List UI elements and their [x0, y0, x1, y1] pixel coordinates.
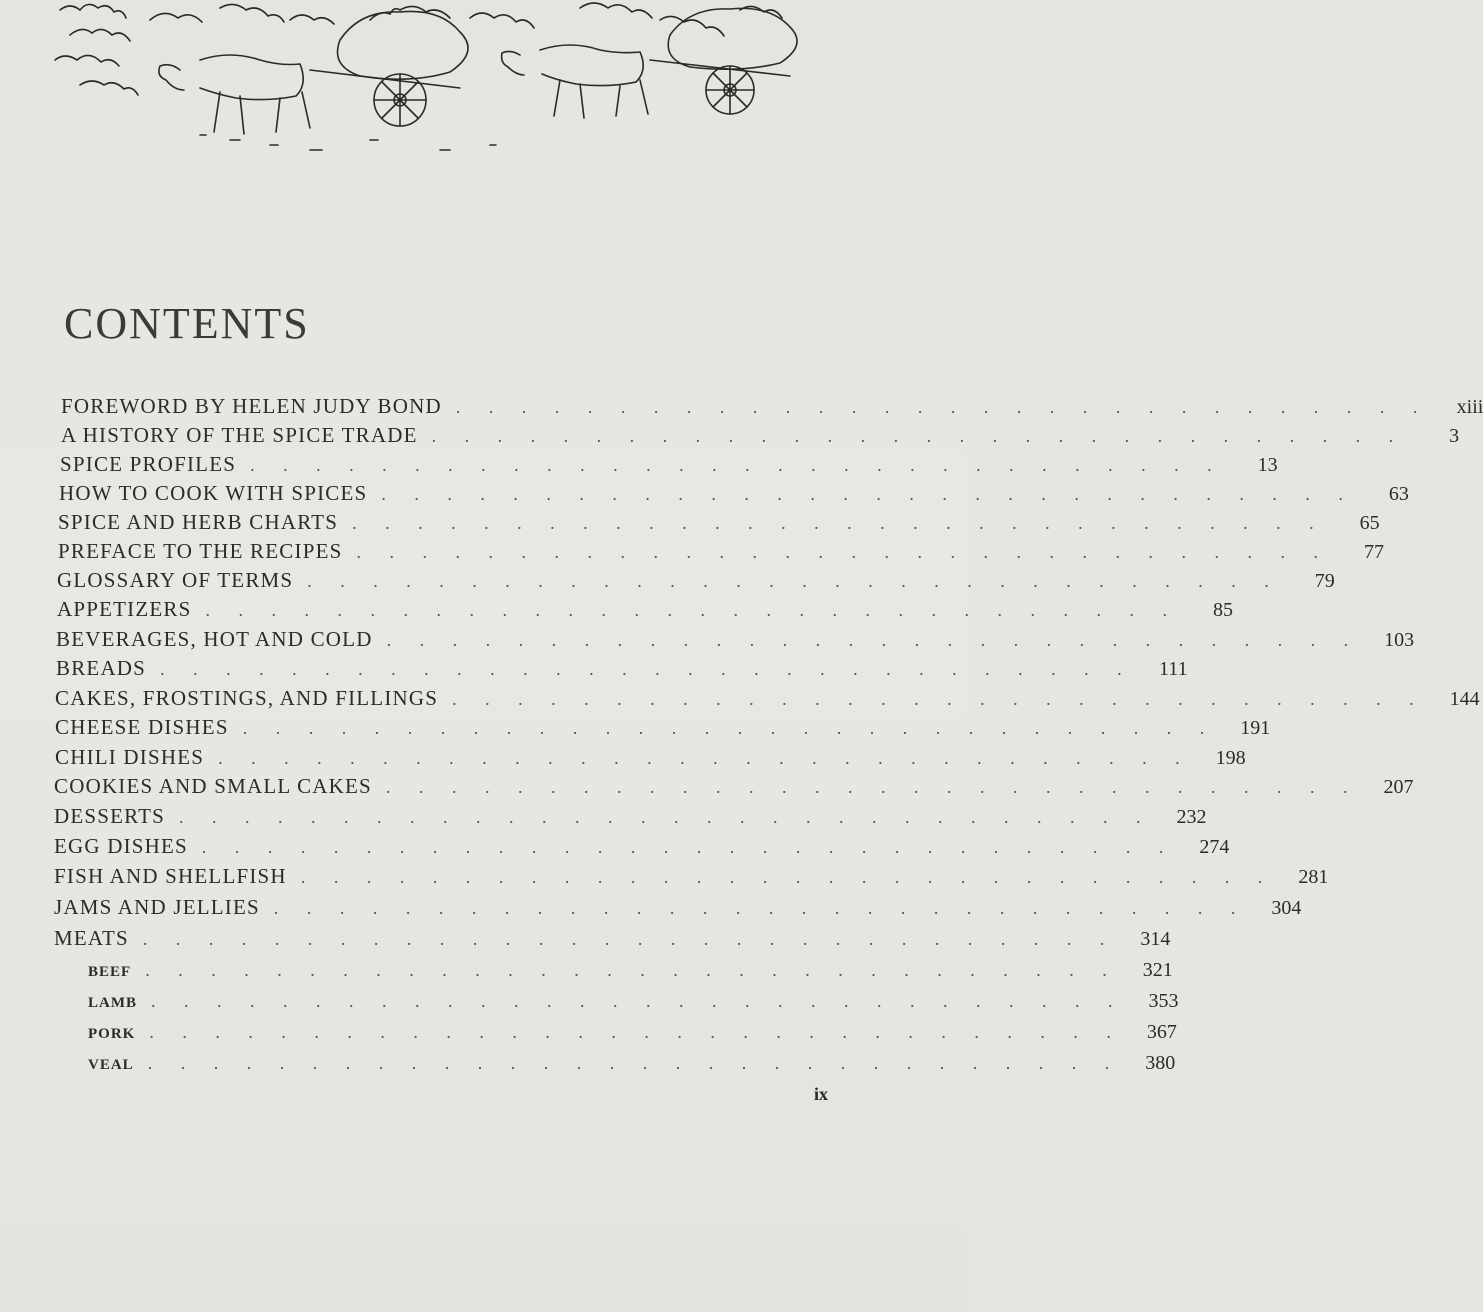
toc-entry-label: VEAL — [88, 1057, 134, 1073]
toc-entry-label: GLOSSARY OF TERMS — [57, 568, 294, 592]
toc-entry-page: 144 — [1449, 688, 1480, 710]
toc-entry-page: 380 — [1145, 1052, 1176, 1074]
toc-entry-page: 232 — [1176, 806, 1207, 828]
toc-entry-label: BEVERAGES, HOT AND COLD — [56, 627, 373, 651]
dot-leader: . . . . . . . . . . . . . . . . . . . . . . . . . . . . . . — [381, 484, 1355, 504]
dot-leader: . . . . . . . . . . . . . . . . . . . . . . . . . . . . . . — [205, 600, 1180, 620]
toc-entry[interactable] — [54, 864, 1329, 892]
toc-entry-label: BEEF — [88, 964, 132, 980]
toc-entry-label: A HISTORY OF THE SPICE TRADE — [61, 423, 418, 447]
toc-entry-label: SPICE AND HERB CHARTS — [58, 510, 339, 534]
toc-entry-page: 63 — [1388, 483, 1409, 505]
toc-entry[interactable] — [54, 804, 1207, 832]
toc-entry-label: JAMS AND JELLIES — [54, 895, 260, 919]
dot-leader: . . . . . . . . . . . . . . . . . . . . . . . . . . . . . . — [273, 898, 1248, 918]
toc-entry-page: 85 — [1213, 599, 1234, 621]
dot-leader: . . . . . . . . . . . . . . . . . . . . . . . . . . . . . . — [149, 1022, 1123, 1042]
toc-entry-label: FISH AND SHELLFISH — [54, 864, 287, 888]
toc-entry-label: DESSERTS — [54, 804, 166, 828]
page-number: ix — [814, 1084, 829, 1104]
toc-entry-page: 13 — [1257, 454, 1278, 476]
dot-leader: . . . . . . . . . . . . . . . . . . . . . . . . . . . . . . — [452, 689, 1426, 709]
toc-entry-page: 314 — [1140, 928, 1171, 950]
toc-entry[interactable] — [55, 686, 1480, 714]
toc-entry-label: APPETIZERS — [57, 597, 192, 621]
dot-leader: . . . . . . . . . . . . . . . . . . . . . . . . . . . . . . — [307, 571, 1281, 591]
toc-entry-page: 367 — [1146, 1021, 1177, 1043]
toc-entry[interactable] — [56, 656, 1188, 684]
toc-entry[interactable] — [61, 423, 1460, 451]
toc-entry-label: BREADS — [56, 656, 147, 680]
toc-entry-page: 321 — [1142, 959, 1173, 981]
toc-entry[interactable] — [55, 715, 1271, 743]
toc-entry[interactable] — [56, 627, 1415, 655]
dot-leader: . . . . . . . . . . . . . . . . . . . . . . . . . . . . . . — [142, 929, 1117, 949]
toc-subentry[interactable] — [88, 990, 1179, 1018]
toc-entry-page: 274 — [1199, 836, 1230, 858]
toc-entry[interactable] — [54, 834, 1230, 862]
toc-entry-label: FOREWORD BY HELEN JUDY BOND — [61, 394, 442, 418]
toc-entry-label: MEATS — [54, 926, 129, 950]
toc-entry[interactable] — [57, 568, 1335, 596]
dot-leader: . . . . . . . . . . . . . . . . . . . . . . . . . . . . . . — [356, 542, 1330, 562]
dot-leader: . . . . . . . . . . . . . . . . . . . . . . . . . . . . . . — [242, 718, 1217, 738]
toc-entry-page: 77 — [1363, 541, 1384, 563]
toc-entry[interactable] — [55, 745, 1246, 773]
dot-leader: . . . . . . . . . . . . . . . . . . . . . . . . . . . . . . — [160, 659, 1134, 679]
toc-entry-page: 79 — [1314, 570, 1335, 592]
toc-entry-label: LAMB — [88, 995, 137, 1011]
toc-entry[interactable] — [54, 774, 1414, 802]
toc-subentry[interactable] — [88, 1052, 1176, 1080]
toc-entry-page: 207 — [1383, 776, 1414, 798]
dot-leader: . . . . . . . . . . . . . . . . . . . . . . . . . . . . . . — [147, 1053, 1122, 1073]
dot-leader: . . . . . . . . . . . . . . . . . . . . . . . . . . . . . . — [431, 426, 1406, 446]
dot-leader: . . . . . . . . . . . . . . . . . . . . . . . . . . . . . . — [218, 748, 1192, 768]
toc-entry[interactable] — [54, 895, 1302, 923]
toc-entry-label: HOW TO COOK WITH SPICES — [59, 481, 368, 505]
toc-entry-page: 191 — [1240, 717, 1271, 739]
toc-subentry[interactable] — [88, 959, 1173, 987]
contents-heading: CONTENTS — [64, 299, 310, 348]
toc-subentry[interactable] — [88, 1021, 1177, 1049]
toc-entry-label: CHEESE DISHES — [55, 715, 229, 739]
dot-leader: . . . . . . . . . . . . . . . . . . . . . . . . . . . . . . — [179, 807, 1153, 827]
toc-entry[interactable] — [58, 539, 1384, 567]
toc-entry-label: EGG DISHES — [54, 834, 188, 858]
toc-entry-page: xiii — [1456, 396, 1483, 418]
toc-entry-label: CAKES, FROSTINGS, AND FILLINGS — [55, 686, 439, 710]
toc-entry-page: 281 — [1298, 866, 1329, 888]
toc-entry-label: COOKIES AND SMALL CAKES — [54, 774, 372, 798]
toc-entry[interactable] — [61, 394, 1483, 422]
dot-leader: . . . . . . . . . . . . . . . . . . . . . . . . . . . . . . — [145, 960, 1119, 980]
toc-entry-page: 103 — [1384, 629, 1415, 651]
toc-entry-page: 111 — [1159, 658, 1188, 680]
toc-entry-page: 198 — [1215, 747, 1246, 769]
dot-leader: . . . . . . . . . . . . . . . . . . . . . . . . . . . . . . — [455, 397, 1430, 417]
dot-leader: . . . . . . . . . . . . . . . . . . . . . . . . . . . . . . — [300, 867, 1275, 887]
toc-entry-label: SPICE PROFILES — [60, 452, 237, 476]
toc-entry[interactable] — [60, 452, 1278, 480]
dot-leader: . . . . . . . . . . . . . . . . . . . . . . . . . . . . . . — [385, 777, 1360, 797]
toc-entry-label: CHILI DISHES — [55, 745, 205, 769]
toc-entry[interactable] — [58, 510, 1380, 538]
toc-entry-page: 3 — [1449, 425, 1460, 447]
dot-leader: . . . . . . . . . . . . . . . . . . . . . . . . . . . . . . — [352, 513, 1326, 533]
toc-entry[interactable] — [54, 926, 1171, 954]
dot-leader: . . . . . . . . . . . . . . . . . . . . . . . . . . . . . . — [386, 630, 1361, 650]
dot-leader: . . . . . . . . . . . . . . . . . . . . . . . . . . . . . . — [250, 455, 1224, 475]
toc-entry[interactable] — [59, 481, 1409, 509]
dot-leader: . . . . . . . . . . . . . . . . . . . . . . . . . . . . . . — [201, 837, 1176, 857]
toc-entry-page: 304 — [1271, 897, 1302, 919]
toc-entry-label: PREFACE TO THE RECIPES — [58, 539, 343, 563]
dot-leader: . . . . . . . . . . . . . . . . . . . . . . . . . . . . . . — [151, 991, 1125, 1011]
toc-entry-label: PORK — [88, 1026, 136, 1042]
toc-entry[interactable] — [57, 597, 1234, 625]
ox-cart-illustration — [40, 0, 830, 170]
toc-entry-page: 353 — [1148, 990, 1179, 1012]
toc-entry-page: 65 — [1359, 512, 1380, 534]
